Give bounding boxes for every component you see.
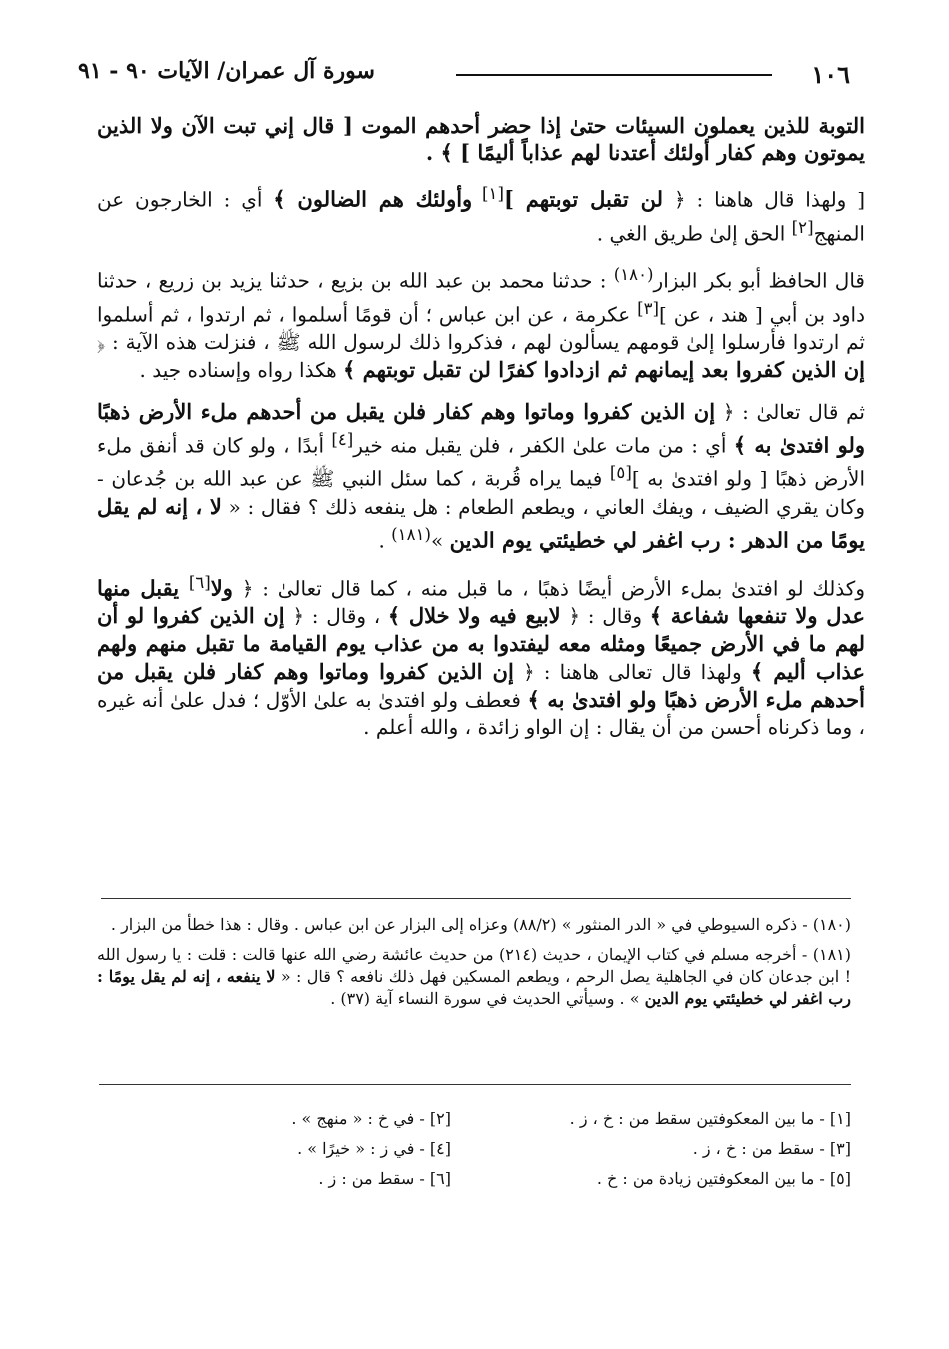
text-span: » xyxy=(431,528,450,553)
footnote-ref: (١٨١) xyxy=(391,524,432,544)
text-span: أبدًا ، ولو كان قد أنفق ملء الأرض ذهبًا [ ولو افتدىٰ به ] xyxy=(97,433,865,491)
notes-separator xyxy=(99,1084,851,1085)
text-span: فيما يراه قُربة ، كما سئل النبي ﷺ عن عبد الله بن جُدعان - وكان يقري الضيف ، ويفك العاني ، ويطعم الطعام : هل ينفعه ذلك ؟ فقال : « xyxy=(97,466,865,519)
notes-column-left xyxy=(101,1104,451,1194)
verse-span: لابيع فيه ولا خلال ﴾ xyxy=(387,603,561,629)
text-span: » . وسيأتي الحديث في سورة النساء آية (٣٧) . xyxy=(330,989,645,1008)
hadith-span: لا ينفعه ، إنه لم يقل يومًا : رب اغفر لي خطيئتي يوم الدين xyxy=(97,967,851,1008)
text-span: قال الحافظ أبو بكر البزار xyxy=(653,268,865,293)
footnotes xyxy=(97,914,851,1018)
verse-span: إن الذين كفروا وماتوا وهم كفار فلن يقبل من أحدهم ملء الأرض ذهبًا ولو افتدىٰ به ﴾ xyxy=(97,398,866,458)
footnote-ref: (١٨٠) xyxy=(613,265,654,285)
text-span: ولهذا قال تعالى هاهنا : ﴿ xyxy=(513,660,751,685)
verse-span: إن الذين كفروا وماتوا وهم كفار فلن يقبل من أحدهم ملء الأرض ذهبًا ولو افتدىٰ به ﴾ xyxy=(97,659,865,713)
text-span: أي : الخارجون عن المنهج xyxy=(97,187,865,246)
note-ref: [٥] xyxy=(609,463,632,483)
note-ref: [٣] xyxy=(637,298,660,318)
verse-span: إن الذين كفروا لو أن لهم ما في الأرض جميعًا ومثله معه ليفتدوا به من عذاب يوم القيامة ما تقبل منهم ولهم عذاب أليم ﴾ xyxy=(97,603,865,685)
verse-span: يقبل منها عدل ولا تنفعها شفاعة ﴾ xyxy=(97,575,866,629)
note-1: [١] - ما بين المعكوفتين سقط من : خ ، ز . xyxy=(569,1109,851,1128)
notes-column-right xyxy=(491,1104,851,1194)
footnote-separator xyxy=(101,898,851,899)
text-span: الحق إلىٰ طريق الغي . xyxy=(596,221,792,246)
text-span: وقال : ﴿ xyxy=(560,604,650,629)
text-span: عكرمة ، عن ابن عباس ؛ أن قومًا أسلموا ، ثم ارتدوا ، ثم أسلموا ثم ارتدوا فأرسلوا إلىٰ قومهم يسألون لهم ، فذكروا ذلك لرسول الله ﷺ ، فنزلت هذه الآية : ﴿ xyxy=(97,302,865,354)
page-header xyxy=(78,58,850,94)
verse-span: وأولئك هم الضالون ﴾ xyxy=(273,186,473,212)
note-4: [٤] - في ز : « خيرًا » . xyxy=(297,1139,451,1158)
page-number: ١٠٦ xyxy=(811,60,850,89)
hadith-span: لا ، إنه لم يقل يومًا من الدهر : رب اغفر لي خطيئتي يوم الدين xyxy=(97,493,865,553)
paragraph-4 xyxy=(97,398,865,555)
text-span: ثم قال تعالىٰ : ﴿ xyxy=(715,399,865,424)
paragraph-3 xyxy=(97,261,865,383)
note-5: [٥] - ما بين المعكوفتين زيادة من : خ . xyxy=(596,1169,851,1188)
main-text xyxy=(97,112,865,755)
text-span: فعطف ولو افتدىٰ به علىٰ الأوّل ؛ فدل علىٰ أنه غيره ، وما ذكرناه أحسن من أن يقال : إن الواو زائدة ، والله أعلم . xyxy=(97,688,865,740)
note-ref: [١] xyxy=(472,184,504,203)
note-3: [٣] - سقط من : خ ، ز . xyxy=(692,1139,851,1158)
note-2: [٢] - في خ : « منهج » . xyxy=(291,1109,451,1128)
note-ref: [٢] xyxy=(791,217,814,237)
paragraph-verse-continuation: التوبة للذين يعملون السيئات حتىٰ إذا حضر أحدهم الموت [ قال إني تبت الآن ولا الذين يموتون وهم كفار أولئك أعتدنا لهم عذاباً أليمًا ] ﴾ . xyxy=(97,113,865,165)
footnote-181 xyxy=(97,944,851,1010)
text-span: وكذلك لو افتدىٰ بملء الأرض أيضًا ذهبًا ، ما قبل منه ، كما قال تعالىٰ : ﴿ xyxy=(232,576,865,601)
footnote-180: (١٨٠) - ذكره السيوطي في « الدر المنثور » (٨٨/٢) وعزاه إلى البزار عن ابن عباس . وقال : هذا خطأ من البزار . xyxy=(110,915,851,934)
note-6: [٦] - سقط من : ز . xyxy=(318,1169,451,1188)
note-ref: [٦] xyxy=(188,572,211,592)
text-span: هكذا رواه وإسناده جيد . xyxy=(139,357,344,382)
running-title: سورة آل عمران/ الآيات ٩٠ - ٩١ xyxy=(78,58,375,84)
text-span: (١٨١) - أخرجه مسلم في كتاب الإيمان ، حديث (٢١٤) من حديث عائشة رضي الله عنها قالت : قلت : يا رسول الله ! ابن جدعان كان في الجاهلية يصل الرحم ، ويطعم المسكين فهل ذلك نافعه ؟ قال : « xyxy=(97,945,852,986)
text-span: [ ولهذا قال هاهنا : ﴿ xyxy=(663,187,866,212)
text-span: : حدثنا محمد بن عبد الله بن بزيع ، حدثنا يزيد بن زريع ، حدثنا داود بن أبي [ هند ، عن ] xyxy=(97,268,865,327)
header-rule xyxy=(456,74,772,76)
text-span: أي : من مات علىٰ الكفر ، فلن يقبل منه خير xyxy=(353,433,734,458)
text-span: ، وقال : ﴿ xyxy=(284,604,388,629)
text-span: . xyxy=(378,528,392,553)
verse-span: إن الذين كفروا بعد إيمانهم ثم ازدادوا كفرًا لن تقبل توبتهم ﴾ xyxy=(343,356,865,382)
paragraph-5 xyxy=(97,569,865,742)
note-ref: [٤] xyxy=(331,429,354,449)
paragraph-2 xyxy=(97,180,865,247)
verse-span: لن تقبل توبتهم ] xyxy=(503,186,663,212)
verse-span: ولا xyxy=(210,575,233,601)
